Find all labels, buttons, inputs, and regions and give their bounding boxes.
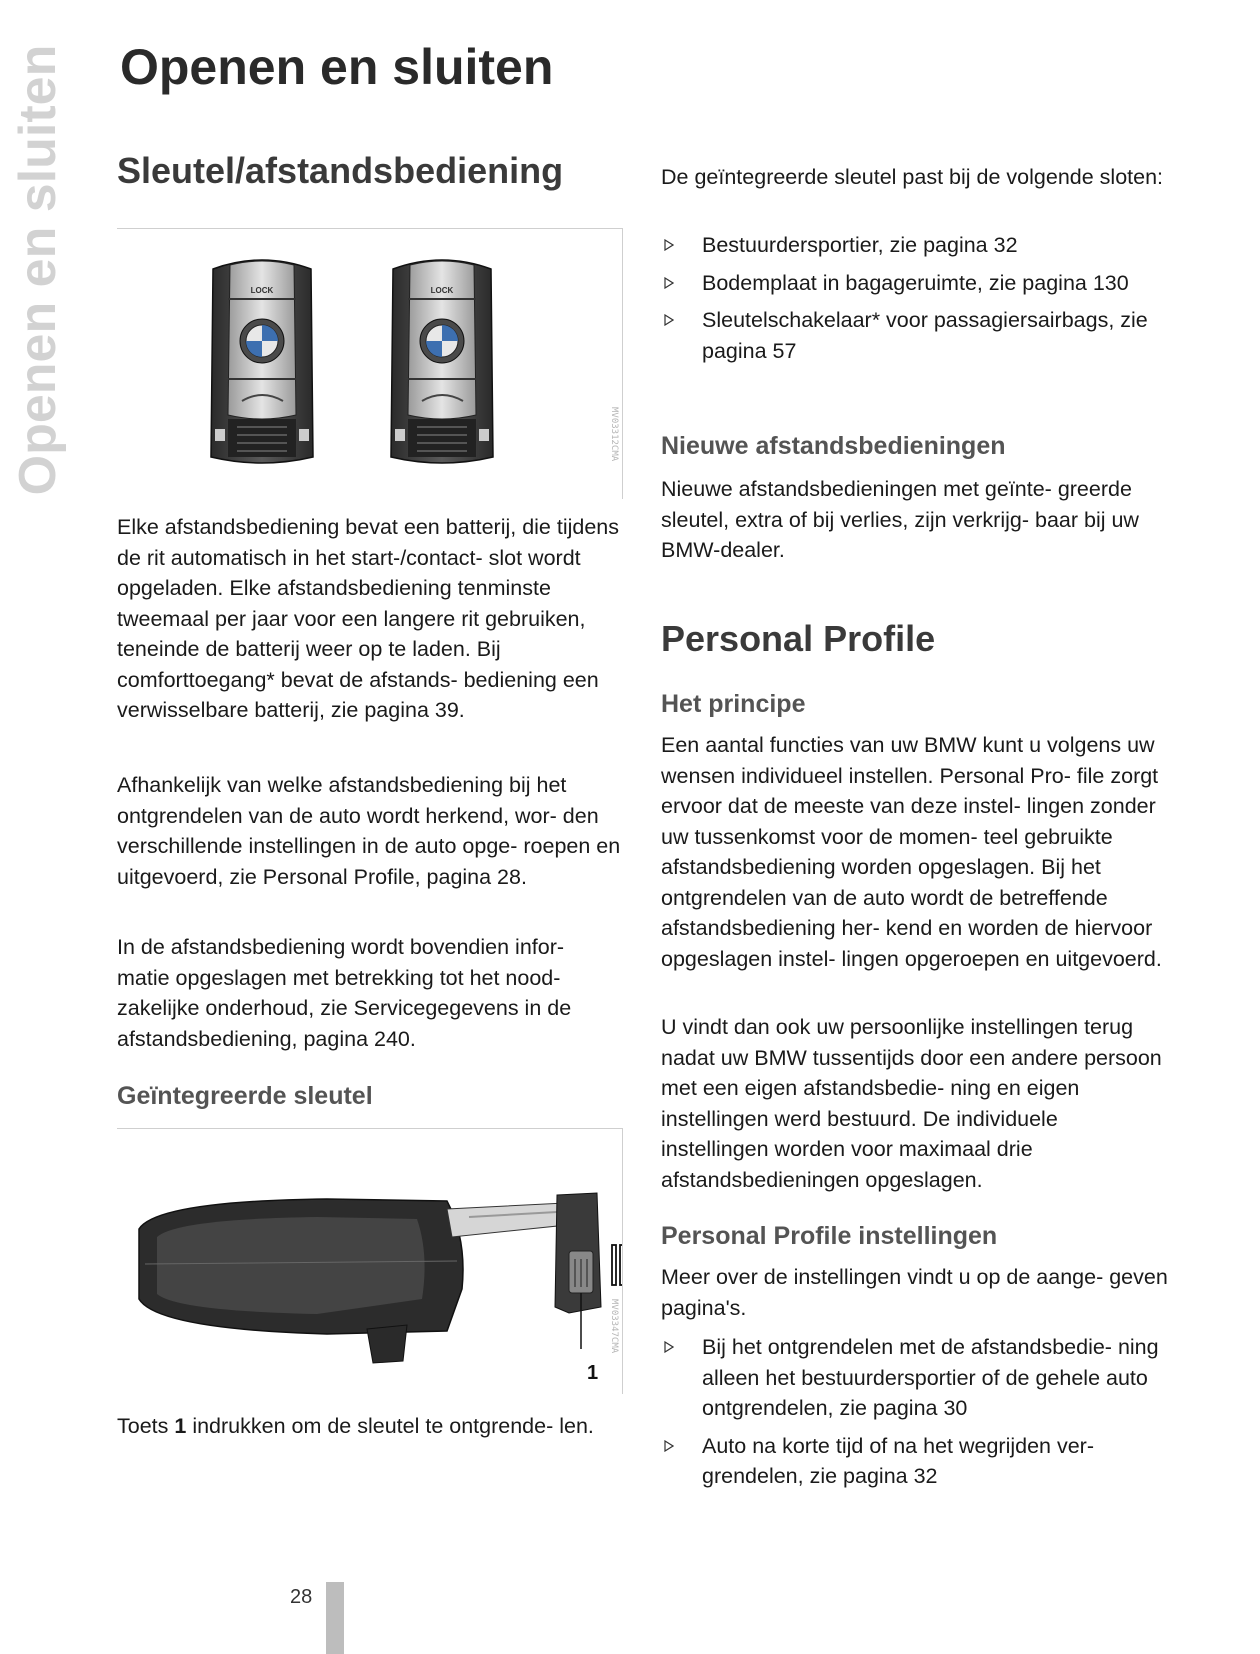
paragraph-integrated-key-intro: De geïntegreerde sleutel past bij de volgende sloten: <box>661 165 1164 189</box>
remote-key-1 <box>211 260 313 463</box>
bullet-triangle-icon <box>664 314 674 326</box>
caption-post: indrukken om de sleutel te ontgrende- len. <box>186 1414 594 1438</box>
paragraph-settings-intro: Meer over de instellingen vindt u op de aange- geven pagina's. <box>661 1265 1168 1320</box>
subsection-title-principle: Het principe <box>661 690 806 718</box>
locks-list <box>661 230 1171 373</box>
list-item-text: Auto na korte tijd of na het wegrijden ver- grendelen, zie pagina 32 <box>702 1433 1094 1488</box>
paragraph-battery: Elke afstandsbediening bevat een batterij, die tijdens de rit automatisch in het start-/contact- slot wordt opgeladen. Elke afstandsbediening tenminste tweemaal per jaar voor een langere rit gebruiken, teneinde de batterij weer op te laden. Bij comforttoegang* bevat de afstands- bediening een verwisselbare batterij, zie pagina 39. <box>117 515 620 722</box>
figure-code-2: MV03347CMA <box>609 1299 619 1354</box>
list-item <box>661 305 1171 366</box>
caption-pre: Toets <box>117 1414 175 1438</box>
caption-number: 1 <box>174 1414 187 1438</box>
subsection-title-profile-settings: Personal Profile instellingen <box>661 1222 998 1250</box>
bullet-triangle-icon <box>664 277 674 289</box>
paragraph-recognition: Afhankelijk van welke afstandsbediening bij het ontgrendelen van de auto wordt herkend, wor- den verschillende instellingen in de auto opge- roepen en uitgevoerd, zie Personal Profile, pagina 28. <box>117 773 621 889</box>
pull-direction-arrow <box>612 1245 622 1285</box>
list-item <box>661 230 1171 261</box>
lock-label-1: LOCK <box>250 286 274 295</box>
subsection-title-new-remotes: Nieuwe afstandsbedieningen <box>661 432 1006 460</box>
remote-keys-illustration <box>117 229 622 499</box>
side-chapter-tab <box>8 40 68 500</box>
callout-number-1: 1 <box>587 1362 599 1384</box>
figure-remote-keys <box>117 228 623 499</box>
figure-integrated-key <box>117 1128 623 1394</box>
section-title-personal-profile: Personal Profile <box>661 618 936 659</box>
list-item <box>661 1431 1171 1492</box>
chapter-title: Openen en sluiten <box>120 39 554 95</box>
section-title-key: Sleutel/afstandsbediening <box>117 150 564 191</box>
list-item <box>661 1332 1171 1424</box>
paragraph-new-remotes: Nieuwe afstandsbedieningen met geïnte- greerde sleutel, extra of bij verlies, zijn verkrijg- baar bij uw BMW-dealer. <box>661 477 1139 562</box>
bullet-triangle-icon <box>664 239 674 251</box>
figure-code-1: MV03312CMA <box>609 407 619 462</box>
list-item-text: Bij het ontgrendelen met de afstandsbedie- ning alleen het bestuurdersportier of de gehele auto ontgrendelen, zie pagina 30 <box>702 1335 1159 1420</box>
side-chapter-label: Openen en sluiten <box>9 44 67 496</box>
subsection-title-integrated-key: Geïntegreerde sleutel <box>117 1082 373 1110</box>
bullet-triangle-icon <box>664 1440 674 1452</box>
list-item-text: Bestuurdersportier, zie pagina 32 <box>702 233 1018 257</box>
list-item-text: Sleutelschakelaar* voor passagiersairbags, zie pagina 57 <box>702 308 1148 363</box>
page-number: 28 <box>290 1586 313 1608</box>
lock-label-2: LOCK <box>430 286 454 295</box>
paragraph-principle: Een aantal functies van uw BMW kunt u volgens uw wensen individueel instellen. Personal Pro- file zorgt ervoor dat de meeste van deze instel- lingen zonder uw tussenkomst voor de momen- teel gebruikte afstandsbediening worden opgeslagen. Bij het ontgrendelen van de auto wordt de betreffende afstandsbediening her- kend en worden de hiervoor opgeslagen instel- lingen opgeroepen en uitgevoerd. <box>661 733 1162 971</box>
list-item-text: Bodemplaat in bagageruimte, zie pagina 130 <box>702 270 1129 295</box>
list-item <box>661 268 1171 299</box>
page-edge-marker <box>326 1582 344 1654</box>
paragraph-service-data: In de afstandsbediening wordt bovendien infor- matie opgeslagen met betrekking tot het nood- zakelijke onderhoud, zie Servicegegevens in de afstandsbediening, pagina 240. <box>117 935 572 1051</box>
figure-caption <box>117 1411 622 1442</box>
remote-key-2 <box>391 260 493 463</box>
paragraph-personal-settings: U vindt dan ook uw persoonlijke instellingen terug nadat uw BMW tussentijds door een andere persoon met een eigen afstandsbedie- ning en eigen instellingen werd bestuurd. De individuele instellingen worden voor maximaal drie afstandsbedieningen opgeslagen. <box>661 1015 1162 1192</box>
integrated-key-illustration <box>117 1129 622 1394</box>
settings-list <box>661 1332 1171 1499</box>
bullet-triangle-icon <box>664 1341 674 1353</box>
